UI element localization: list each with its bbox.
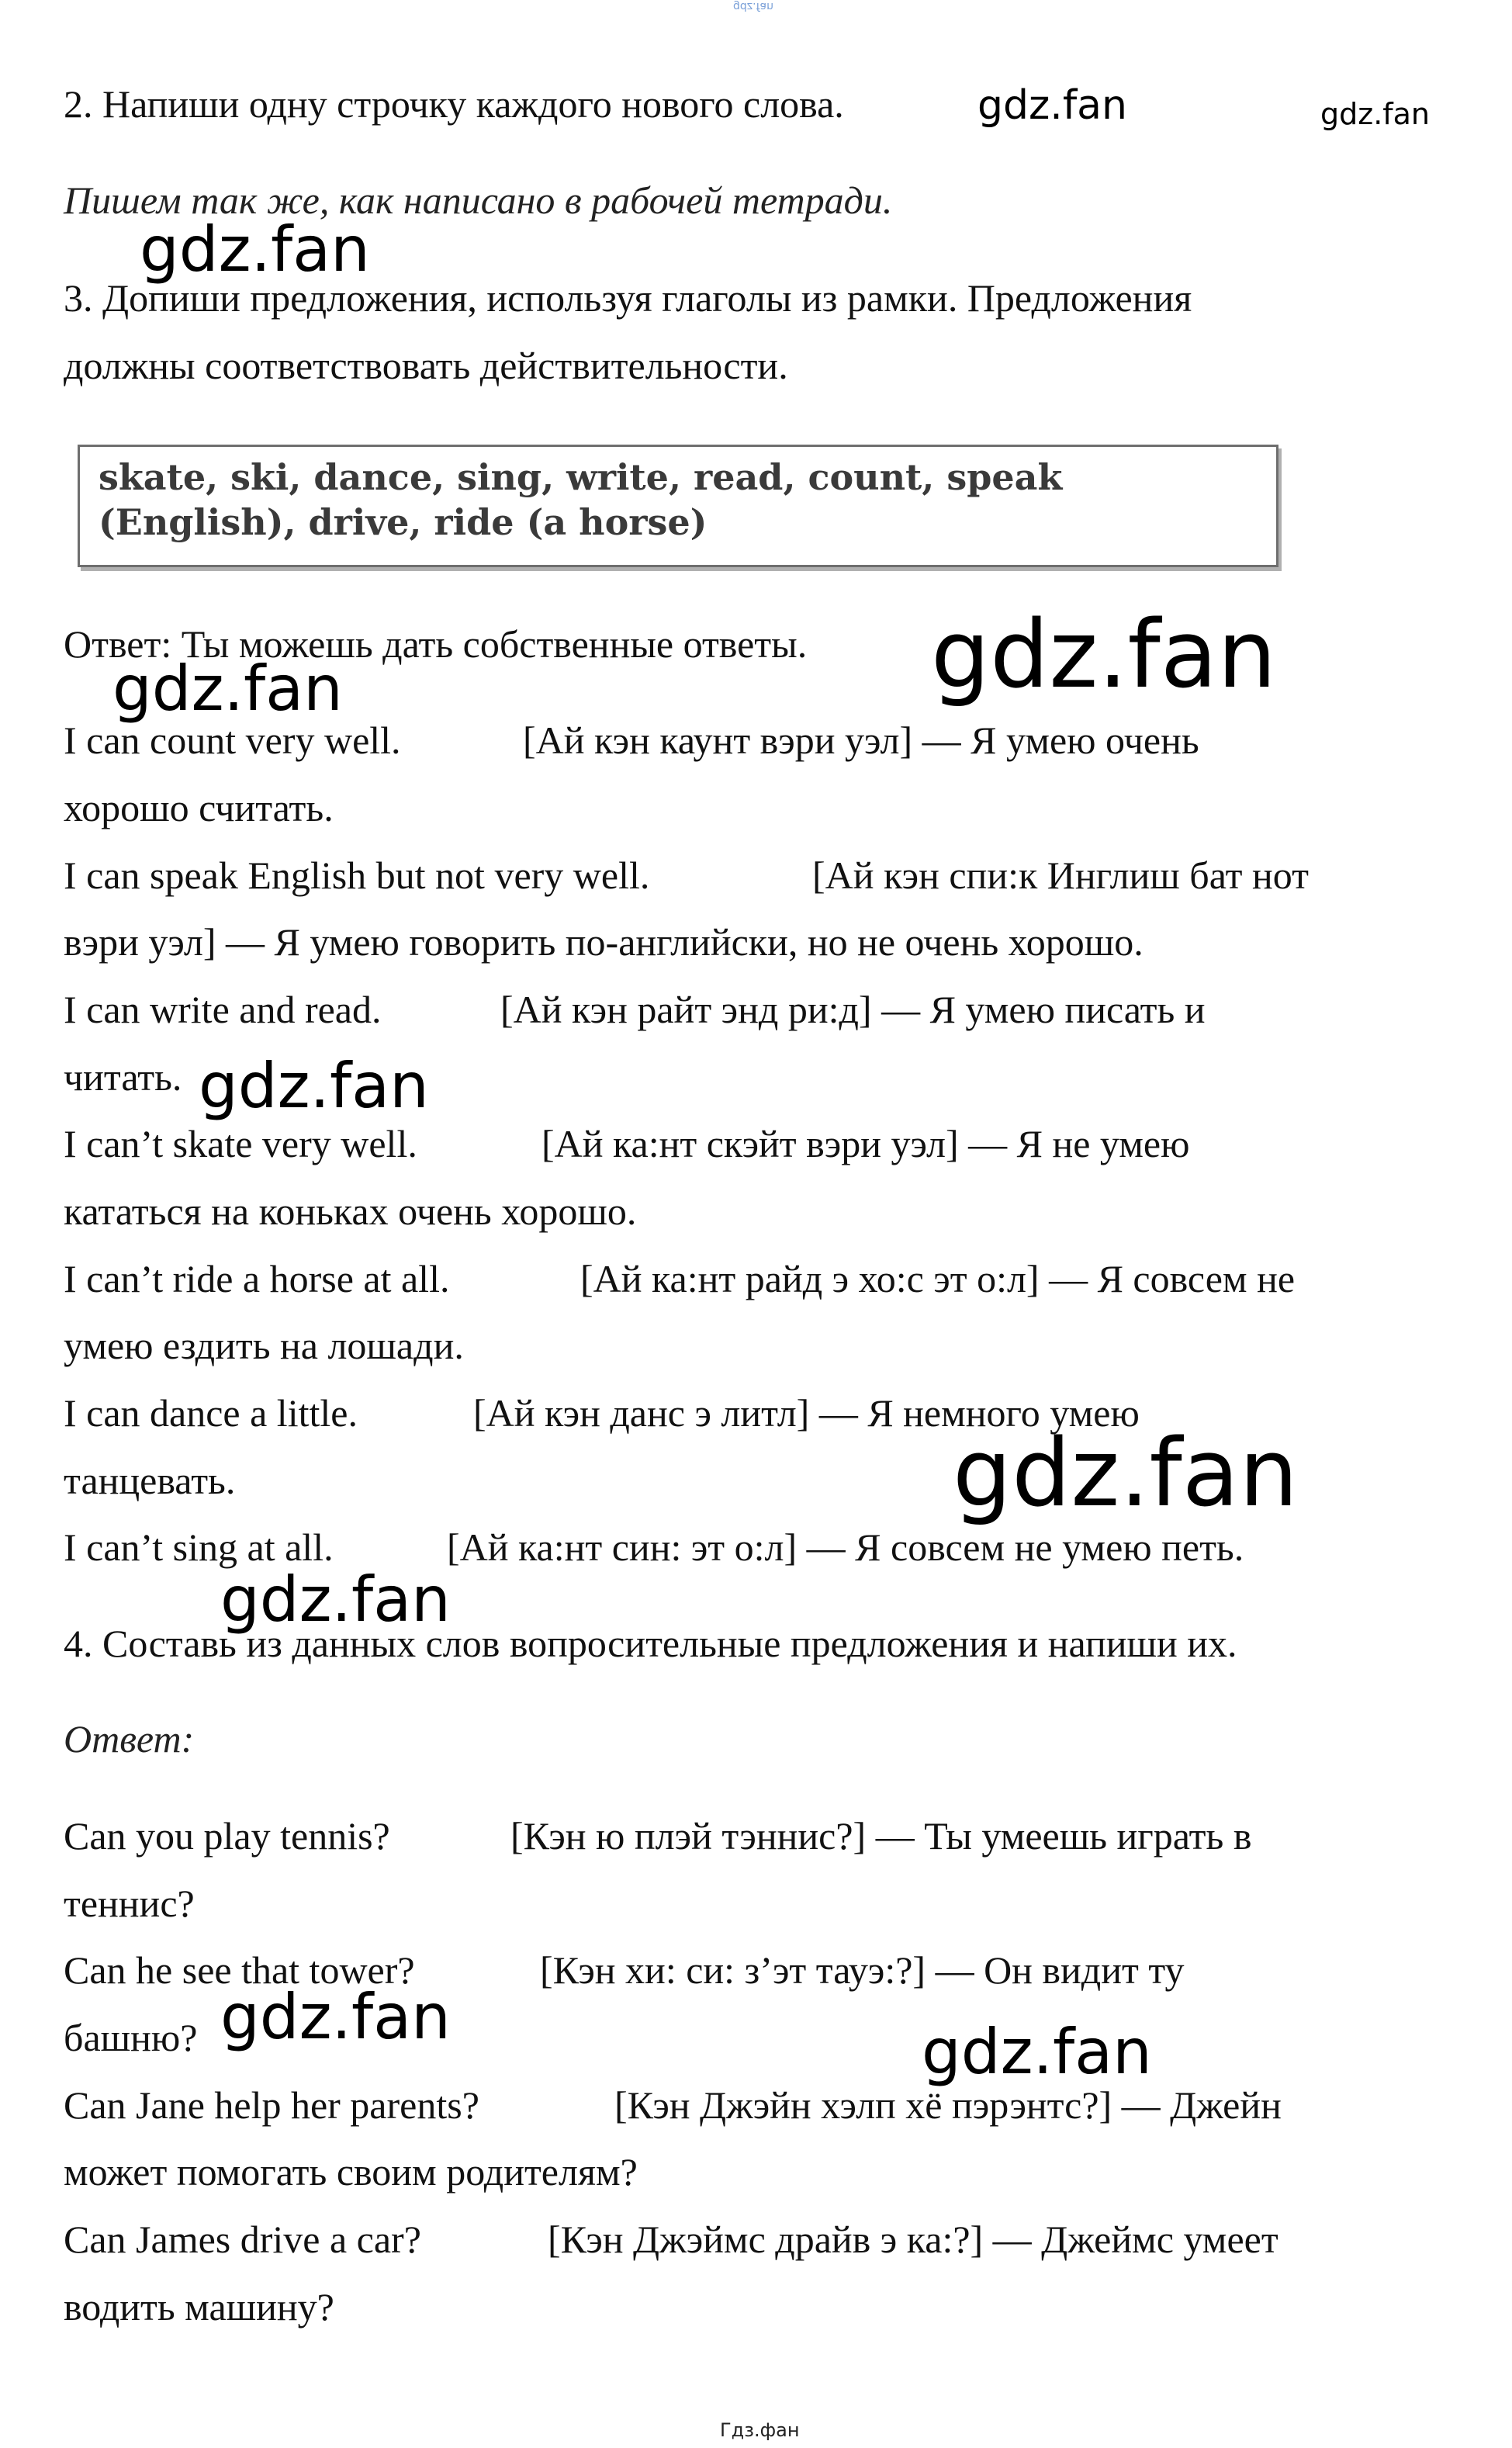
question-row — [64, 1813, 1252, 1859]
sentence-en: I can’t skate very well. — [64, 1122, 417, 1165]
question-transcription: [Кэн Джэйн хэлп хё пэрэнтс?] — Джейн — [614, 2083, 1282, 2127]
sentence-continuation: танцевать. — [64, 1459, 236, 1502]
verb-box — [78, 445, 1278, 567]
sentence-continuation: хорошо считать. — [64, 786, 334, 829]
watermark: gdz.fan — [1320, 97, 1431, 131]
header-mark: gdz.fan — [733, 0, 773, 12]
sentence-row — [64, 1390, 1140, 1436]
sentence-transcription: [Ай кэн райт энд ри:д] — Я умею писать и — [500, 988, 1206, 1031]
sentence-transcription: [Ай ка:нт син: эт о:л] — Я совсем не умею петь. — [447, 1525, 1244, 1569]
sentence-transcription: [Ай ка:нт райд э хо:с эт о:л] — Я совсем не — [580, 1257, 1296, 1300]
watermark: gdz.fan — [220, 1563, 451, 1636]
sentence-en: I can’t ride a horse at all. — [64, 1257, 450, 1300]
task3-title-line1: 3. Допиши предложения, используя глаголы из рамки. Предложения — [64, 276, 1192, 320]
watermark: gdz.fan — [977, 82, 1127, 129]
task4-title: 4. Составь из данных слов вопросительные предложения и напиши их. — [64, 1622, 1237, 1665]
sentence-en: I can count very well. — [64, 718, 401, 762]
watermark: gdz.fan — [112, 653, 343, 725]
watermark: gdz.fan — [953, 1420, 1299, 1528]
question-continuation: башню? — [64, 2016, 198, 2059]
sentence-row — [64, 852, 1309, 899]
question-transcription: [Кэн ю плэй тэннис?] — Ты умеешь играть в — [510, 1814, 1252, 1858]
task3-answer-label: Ответ: Ты можешь дать собственные ответы. — [64, 622, 808, 666]
question-en: Can Jane help her parents? — [64, 2083, 479, 2127]
watermark: gdz.fan — [931, 601, 1277, 709]
sentence-continuation: умею ездить на лошади. — [64, 1324, 464, 1367]
verb-box-line2: (English), drive, ride (a horse) — [99, 501, 708, 543]
sentence-continuation: кататься на коньках очень хорошо. — [64, 1189, 637, 1233]
question-en: Can he see that tower? — [64, 1948, 415, 1992]
watermark: gdz.fan — [922, 2016, 1152, 2088]
sentence-transcription: [Ай кэн каунт вэри уэл] — Я умею очень — [523, 718, 1199, 762]
question-transcription: [Кэн хи: си: з’эт тауэ:?] — Он видит ту — [540, 1948, 1185, 1992]
task2-answer: Пишем так же, как написано в рабочей тетради. — [64, 178, 893, 222]
question-en: Can James drive a car? — [64, 2218, 421, 2261]
question-row — [64, 2082, 1282, 2128]
sentence-transcription: [Ай кэн спи:к Инглиш бат нот — [812, 854, 1309, 897]
sentence-row — [64, 986, 1206, 1033]
question-transcription: [Кэн Джэймс драйв э ка:?] — Джеймс умеет — [548, 2218, 1278, 2261]
task4-answer-label: Ответ: — [64, 1717, 195, 1761]
watermark: gdz.fan — [140, 213, 370, 286]
sentence-en: I can dance a little. — [64, 1391, 358, 1435]
sentence-row — [64, 1120, 1190, 1167]
question-continuation: теннис? — [64, 1882, 195, 1925]
watermark: gdz.fan — [199, 1050, 429, 1122]
question-continuation: может помогать своим родителям? — [64, 2150, 638, 2194]
task2-title: 2. Напиши одну строчку каждого нового слова. — [64, 82, 844, 126]
footer-mark: Гдз.фан — [720, 2419, 800, 2441]
question-continuation: водить машину? — [64, 2285, 334, 2329]
sentence-transcription: [Ай ка:нт скэйт вэри уэл] — Я не умею — [541, 1122, 1190, 1165]
sentence-row — [64, 1255, 1296, 1302]
question-row — [64, 2216, 1278, 2263]
sentence-en: I can write and read. — [64, 988, 382, 1031]
task3-title-line2: должны соответствовать действительности. — [64, 344, 788, 387]
sentence-transcription: [Ай кэн данс э литл] — Я немного умею — [473, 1391, 1140, 1435]
sentence-en: I can’t sing at all. — [64, 1525, 334, 1569]
verb-box-line1: skate, ski, dance, sing, write, read, count, speak — [99, 456, 1063, 498]
sentence-continuation: вэри уэл] — Я умею говорить по-английски, но не очень хорошо. — [64, 920, 1144, 964]
sentence-continuation: читать. — [64, 1055, 182, 1099]
sentence-en: I can speak English but not very well. — [64, 854, 650, 897]
watermark: gdz.fan — [220, 1981, 451, 2053]
question-en: Can you play tennis? — [64, 1814, 390, 1858]
